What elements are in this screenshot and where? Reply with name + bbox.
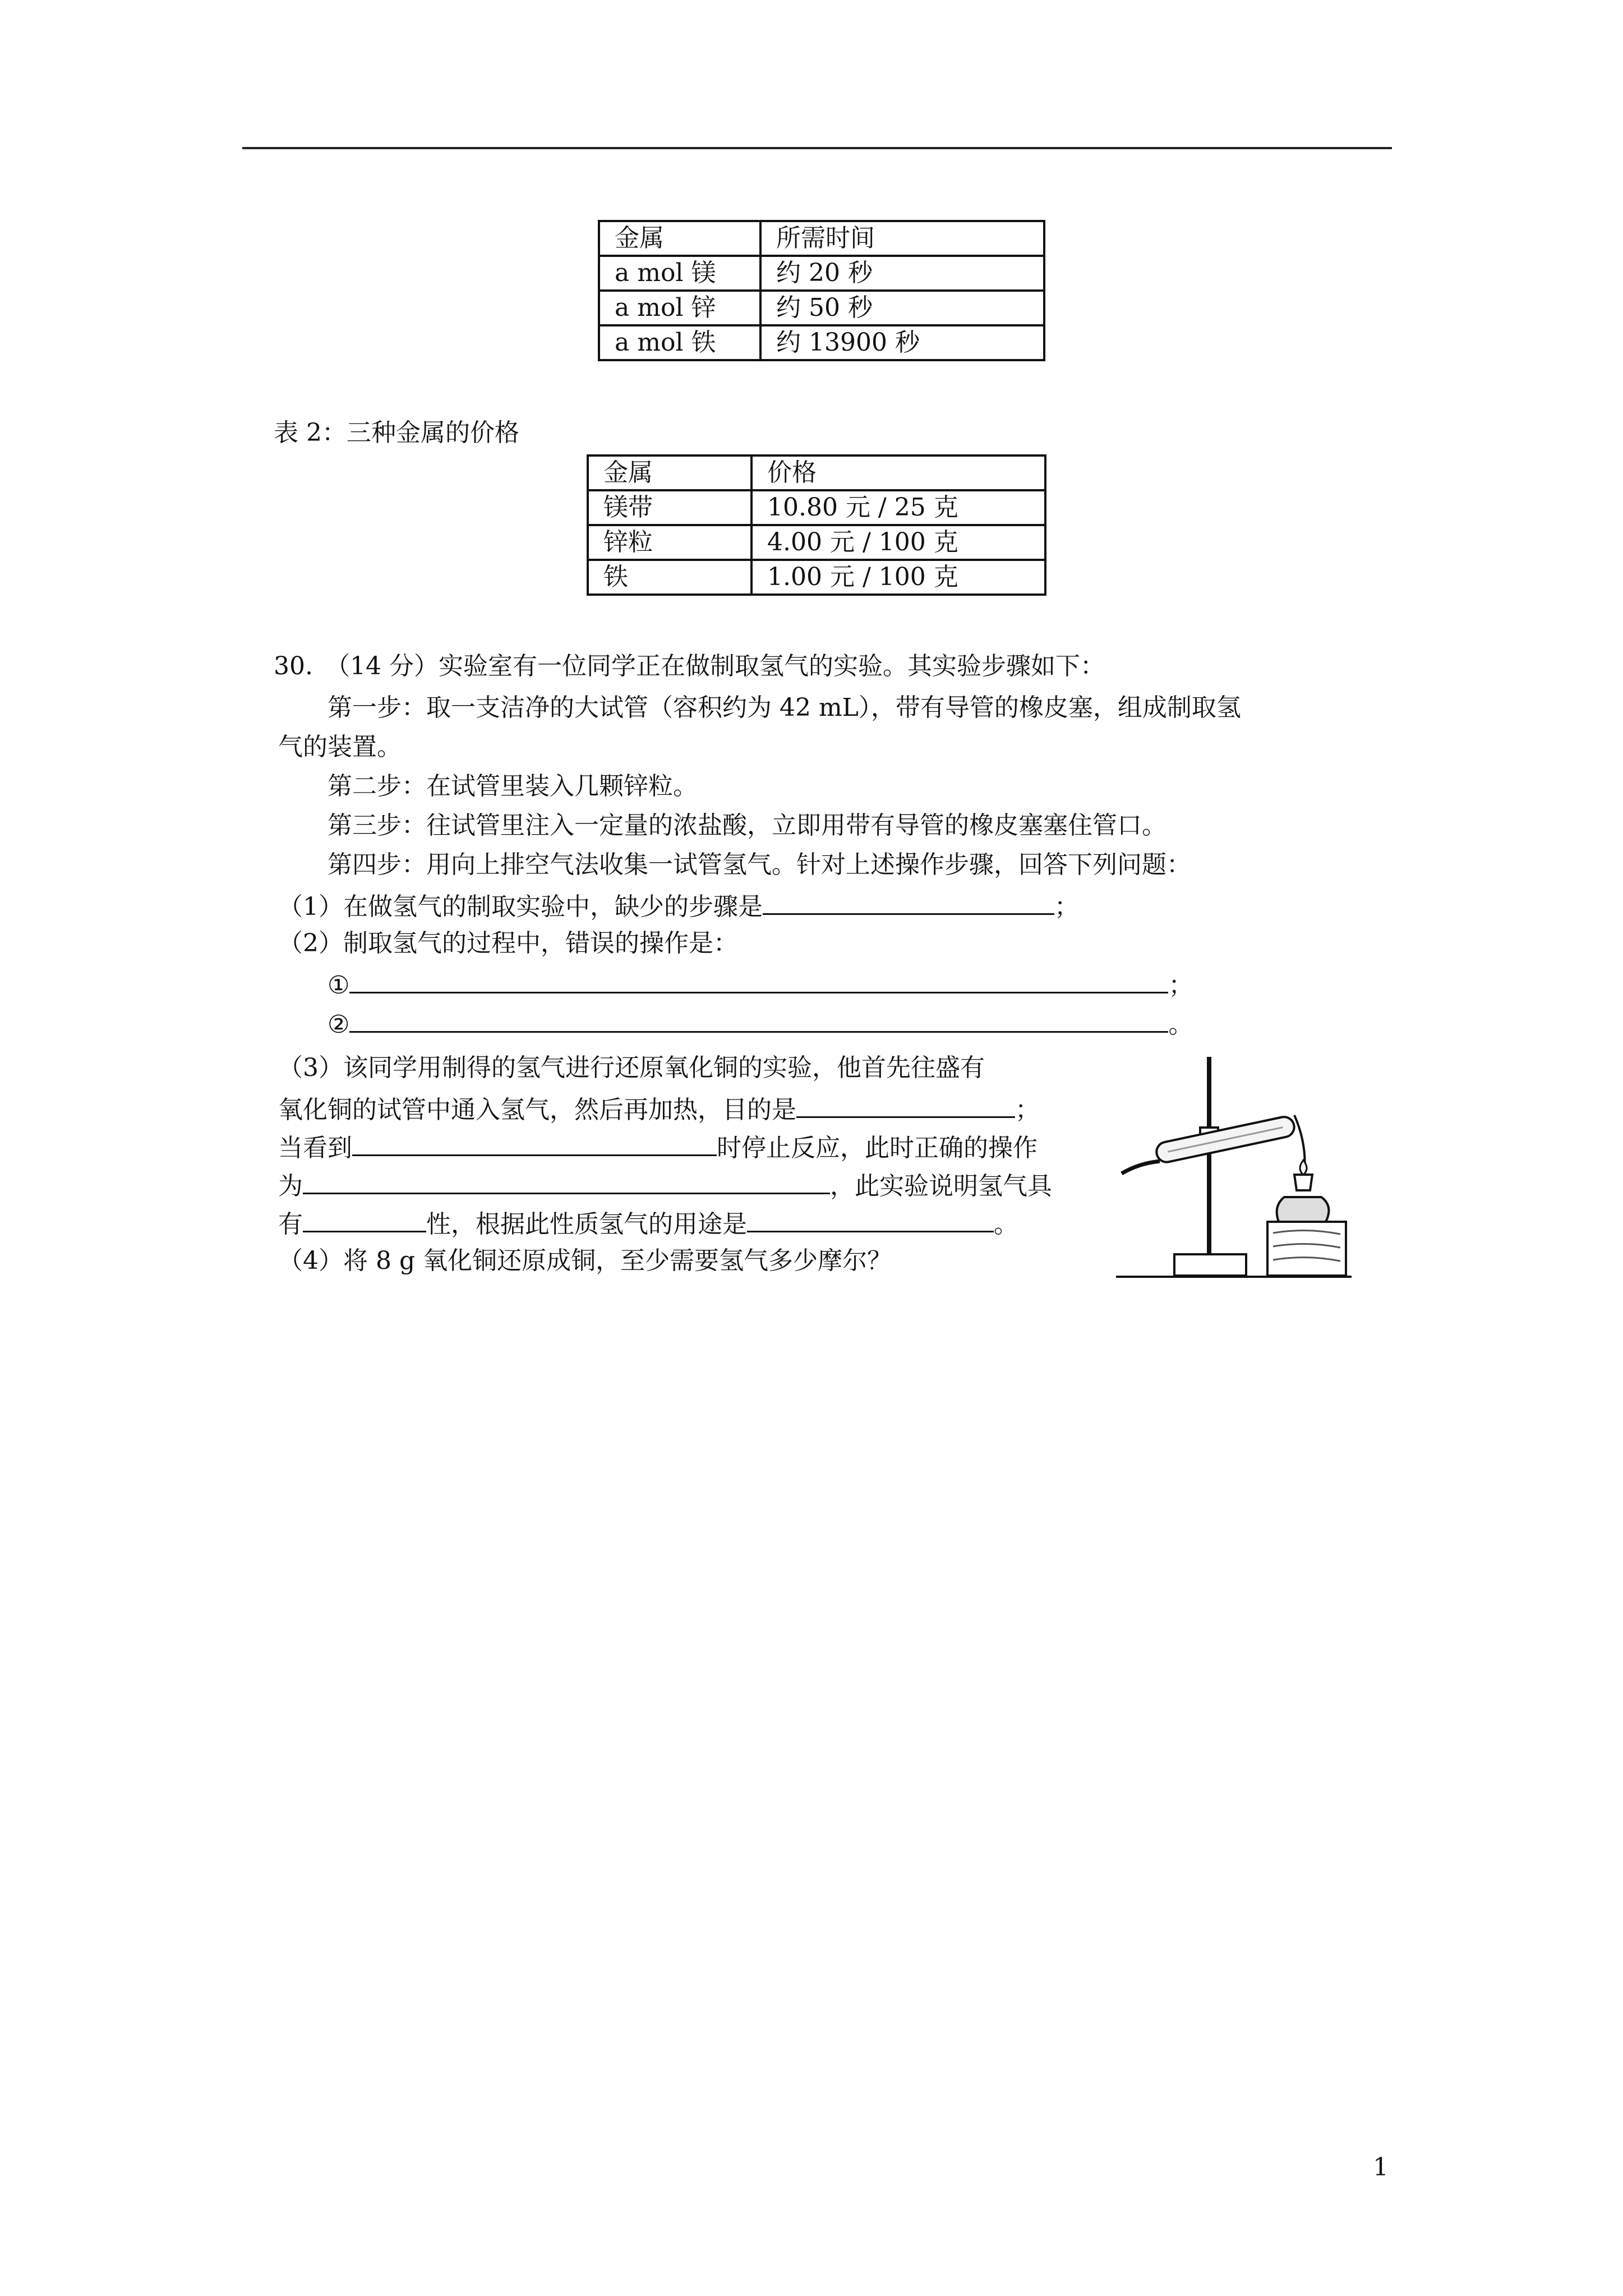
- table-cell: 4.00 元 / 100 克: [751, 525, 1045, 560]
- text: ，此实验说明氢气具: [830, 1172, 1052, 1200]
- sub-question-2-item-2: [328, 1005, 1193, 1042]
- punct: 。: [1168, 1010, 1193, 1039]
- table-cell: a mol 锌: [599, 291, 760, 325]
- sub-question-3-line-3: [278, 1129, 1038, 1165]
- table-row: [588, 560, 1045, 595]
- table-row: [599, 221, 1044, 256]
- step-1-line-a: 第一步：取一支洁净的大试管（容积约为 42 mL），带有导管的橡皮塞，组成制取氢: [328, 693, 1241, 722]
- table-cell: 锌粒: [588, 525, 751, 560]
- table-cell: 约 20 秒: [760, 256, 1044, 291]
- answer-blank[interactable]: [747, 1205, 994, 1232]
- header-rule: [242, 147, 1392, 149]
- table-cell: 镁带: [588, 490, 751, 525]
- answer-blank[interactable]: [352, 1129, 717, 1156]
- sub-question-2: （2）制取氢气的过程中，错误的操作是：: [278, 929, 738, 958]
- text: 有: [278, 1210, 303, 1239]
- text: 性，根据此性质氢气的用途是: [426, 1210, 747, 1239]
- gas-tube: [1122, 1161, 1160, 1174]
- table-row: [588, 525, 1045, 560]
- punct: ；: [1054, 892, 1079, 921]
- table-cell: 价格: [751, 455, 1045, 490]
- answer-blank[interactable]: [303, 1167, 830, 1194]
- text: 时停止反应，此时正确的操作: [717, 1134, 1038, 1162]
- table-cell: 金属: [588, 455, 751, 490]
- reaction-time-table: [598, 220, 1045, 361]
- sub-question-4: （4）将 8 g 氧化铜还原成铜，至少需要氢气多少摩尔？: [278, 1246, 892, 1275]
- table-cell: 10.80 元 / 25 克: [751, 490, 1045, 525]
- metal-price-table: [587, 454, 1046, 596]
- punct: ；: [1015, 1096, 1040, 1124]
- table2-caption: 表 2：三种金属的价格: [274, 418, 519, 447]
- hydrogen-reduction-apparatus-illustration: [1116, 1053, 1352, 1280]
- table-cell: a mol 镁: [599, 256, 760, 291]
- step-1-line-b: 气的装置。: [278, 733, 402, 761]
- text: 为: [278, 1172, 303, 1200]
- sub-question-3-line-2: [278, 1091, 1040, 1127]
- question-intro: 30. （14 分）实验室有一位同学正在做制取氢气的实验。其实验步骤如下：: [274, 652, 1105, 680]
- stand-base: [1174, 1254, 1246, 1276]
- sub-question-1: [278, 887, 1079, 924]
- table-cell: 铁: [588, 560, 751, 595]
- stand-rod: [1207, 1057, 1211, 1254]
- text: 当看到: [278, 1134, 352, 1162]
- table-row: [588, 490, 1045, 525]
- alcohol-lamp: [1277, 1160, 1329, 1222]
- table-cell: 金属: [599, 221, 760, 256]
- table-row: [599, 325, 1044, 360]
- step-4: 第四步：用向上排空气法收集一试管氢气。针对上述操作步骤，回答下列问题：: [328, 850, 1191, 879]
- table-cell: 所需时间: [760, 221, 1044, 256]
- sub-question-3-line-4: [278, 1167, 1052, 1203]
- punct: ；: [1168, 971, 1193, 1000]
- table-row: [599, 256, 1044, 291]
- table-cell: 1.00 元 / 100 克: [751, 560, 1045, 595]
- sub-question-1-text: （1）在做氢气的制取实验中，缺少的步骤是: [278, 892, 763, 921]
- answer-blank[interactable]: [349, 1005, 1168, 1033]
- table-cell: 约 13900 秒: [760, 325, 1044, 360]
- table-cell: a mol 铁: [599, 325, 760, 360]
- sub-question-3-line-1: （3）该同学用制得的氢气进行还原氧化铜的实验，他首先往盛有: [278, 1053, 985, 1082]
- sub-question-2-item-1: [328, 966, 1193, 1002]
- page-number: 1: [1373, 2153, 1389, 2182]
- test-tube: [1155, 1115, 1296, 1164]
- text: 氧化铜的试管中通入氢气，然后再加热，目的是: [278, 1096, 796, 1124]
- item-marker: ①: [328, 971, 350, 1000]
- answer-blank[interactable]: [763, 887, 1054, 915]
- item-marker: ②: [328, 1010, 350, 1039]
- table-row: [588, 455, 1045, 490]
- answer-blank[interactable]: [796, 1091, 1015, 1118]
- answer-blank[interactable]: [303, 1205, 426, 1232]
- table-row: [599, 291, 1044, 325]
- sub-question-3-line-5: [278, 1205, 1018, 1241]
- table-cell: 约 50 秒: [760, 291, 1044, 325]
- step-3: 第三步：往试管里注入一定量的浓盐酸，立即用带有导管的橡皮塞塞住管口。: [328, 811, 1166, 840]
- punct: 。: [994, 1210, 1018, 1239]
- answer-blank[interactable]: [349, 966, 1168, 993]
- step-2: 第二步：在试管里装入几颗锌粒。: [328, 772, 698, 800]
